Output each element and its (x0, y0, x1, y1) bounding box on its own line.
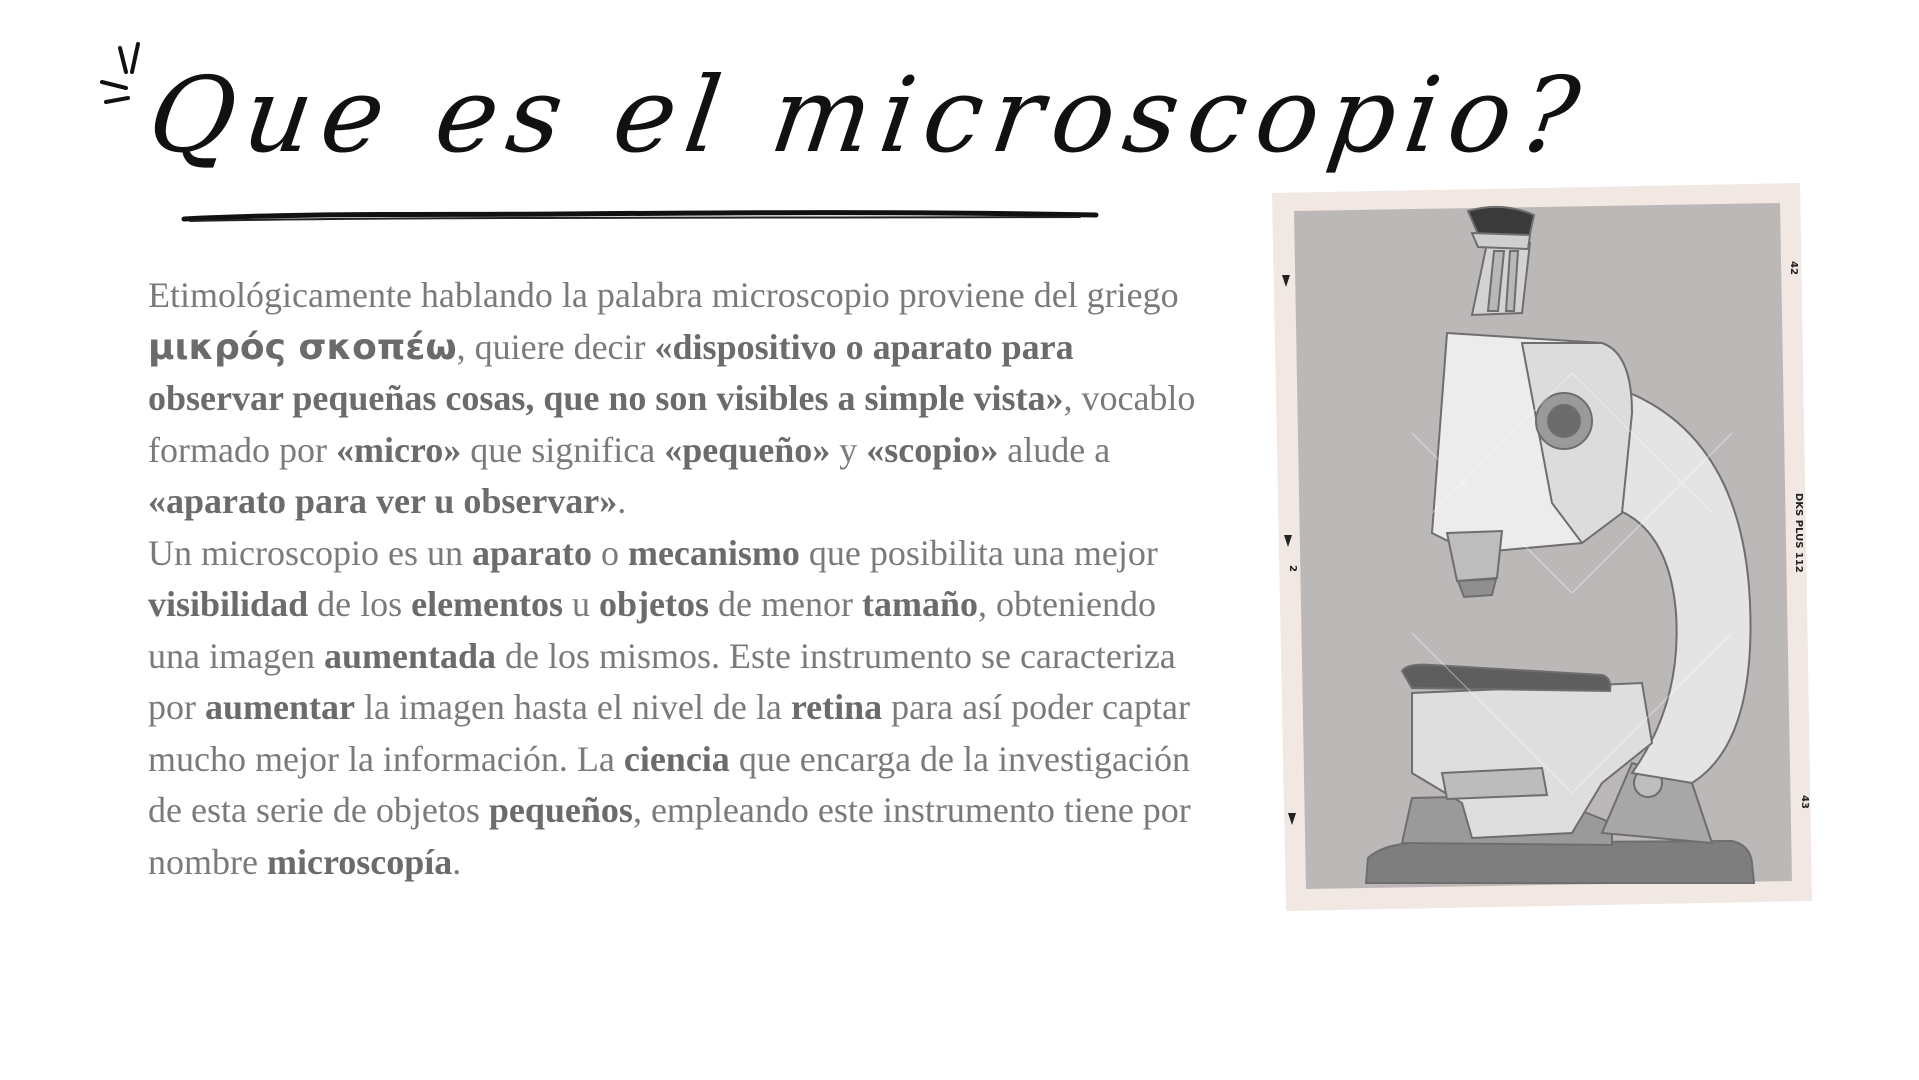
body-text (148, 270, 1198, 888)
film-label: DKS PLUS 112 (1793, 493, 1804, 573)
page-title: Que es el microscopio? (141, 54, 1597, 176)
microscope-photo (1272, 183, 1832, 923)
film-number-bottom: 43 (1799, 795, 1810, 809)
film-number-left: 2 (1287, 565, 1298, 572)
paragraph-definition: Un microscopio es un aparato o mecanismo que posibilita una mejor visibilidad de los elementos u objetos de menor tamaño, obteniendo una imagen aumentada de los mismos. Este instrumento se caracteriza por aumentar la imagen hasta el nivel de la retina para así poder captar mucho mejor la información. La ciencia que encarga de la investigación de esta serie de objetos pequeños, empleando este instrumento tiene por nombre microscopía. (148, 532, 1191, 882)
greek-word: μικρός σκοπέω (148, 326, 457, 368)
paragraph-etymology: Etimológicamente hablando la palabra microscopio proviene del griego μικρός σκοπέω, quiere decir «dispositivo o aparato para observar pequeñas cosas, que no son visibles a simple vista», vocablo formado por «micro» que significa «pequeño» y «scopio» alude a «aparato para ver u observar». (148, 275, 1196, 521)
film-number-top: 42 (1788, 261, 1799, 275)
title-underline (180, 205, 1100, 225)
sparkle-icon (98, 42, 158, 112)
